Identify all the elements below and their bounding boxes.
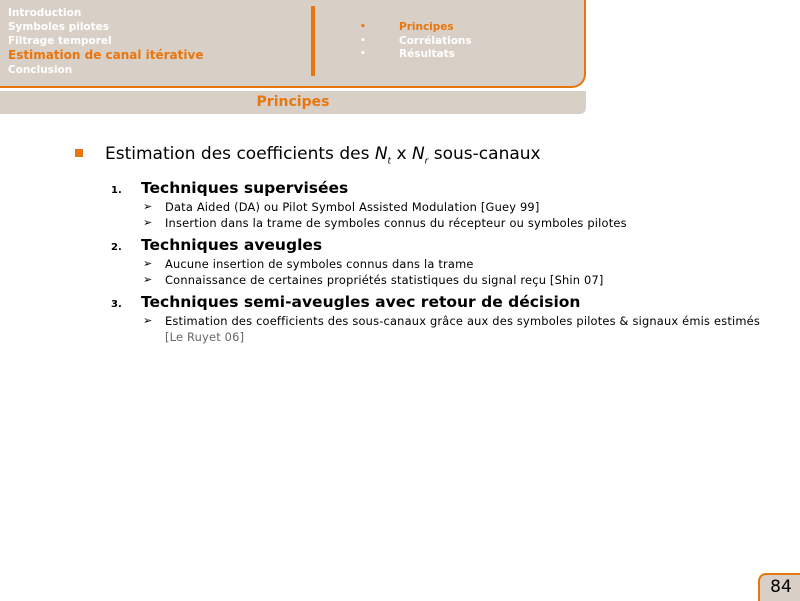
sub-item — [141, 199, 774, 215]
square-bullet-icon — [75, 149, 83, 157]
nav-section-conclusion[interactable]: Conclusion — [8, 64, 73, 76]
header-nav-panel — [0, 0, 586, 88]
sub-item-text: Connaissance de certaines propriétés statistiques du signal reçu [Shin 07] — [165, 273, 604, 288]
item-number: 3. — [111, 299, 122, 311]
nav-section-estimation-iterative[interactable]: Estimation de canal itérative — [8, 48, 204, 62]
sub-list — [111, 199, 774, 231]
page-number: 84 — [758, 573, 800, 601]
arrow-bullet-icon: ➢ — [143, 216, 153, 230]
technique-list — [74, 178, 774, 345]
main-bullet-suffix: sous-canaux — [428, 144, 541, 164]
sub-item — [141, 256, 774, 272]
slide-content — [74, 142, 774, 349]
sub-item-text: Data Aided (DA) ou Pilot Symbol Assisted Modulation [Guey 99] — [165, 200, 540, 215]
item-label: Techniques supervisées — [141, 179, 349, 198]
arrow-bullet-icon: ➢ — [143, 273, 153, 287]
slide-title-bar — [0, 91, 586, 114]
list-item — [111, 178, 774, 198]
arrow-bullet-icon: ➢ — [143, 314, 153, 328]
sub-item — [141, 215, 774, 231]
sub-item — [141, 313, 774, 345]
nr-symbol: N — [411, 144, 425, 164]
section-nav — [8, 6, 203, 77]
nav-section-introduction[interactable]: Introduction — [8, 7, 82, 19]
arrow-bullet-icon: ➢ — [143, 200, 153, 214]
sub-item-text: Estimation des coefficients des sous-canaux grâce aux des symboles pilotes & signaux émis estimés — [165, 314, 760, 329]
arrow-bullet-icon: ➢ — [143, 257, 153, 271]
sub-list — [111, 256, 774, 288]
item-number: 2. — [111, 242, 122, 254]
nav-divider — [311, 6, 315, 76]
main-bullet-prefix: Estimation des coefficients des — [105, 144, 375, 164]
nav-subsection-resultats[interactable]: • Résultats — [360, 48, 472, 62]
item-number: 1. — [111, 185, 122, 197]
sub-item-text: Aucune insertion de symboles connus dans la trame — [165, 257, 474, 272]
nav-section-filtrage-temporel[interactable]: Filtrage temporel — [8, 35, 112, 47]
main-bullet — [74, 142, 774, 173]
subsection-nav — [360, 21, 472, 62]
item-label: Techniques semi-aveugles avec retour de décision — [141, 293, 581, 312]
nr-subscript: r — [424, 156, 429, 167]
nav-subsection-principes[interactable]: • Principes — [360, 21, 472, 35]
item-label: Techniques aveugles — [141, 236, 323, 255]
slide-title: Principes — [256, 94, 330, 110]
sub-item-text: Insertion dans la trame de symboles connus du récepteur ou symboles pilotes — [165, 216, 627, 231]
sub-list — [111, 313, 774, 345]
list-item — [111, 235, 774, 255]
sub-item — [141, 272, 774, 288]
list-item — [111, 292, 774, 312]
nav-subsection-correlations[interactable]: • Corrélations — [360, 35, 472, 49]
times-symbol: x — [391, 144, 412, 164]
nav-section-symboles-pilotes[interactable]: Symboles pilotes — [8, 21, 110, 33]
citation: [Le Ruyet 06] — [165, 330, 245, 345]
nt-symbol: N — [374, 144, 388, 164]
nt-subscript: t — [387, 156, 392, 167]
